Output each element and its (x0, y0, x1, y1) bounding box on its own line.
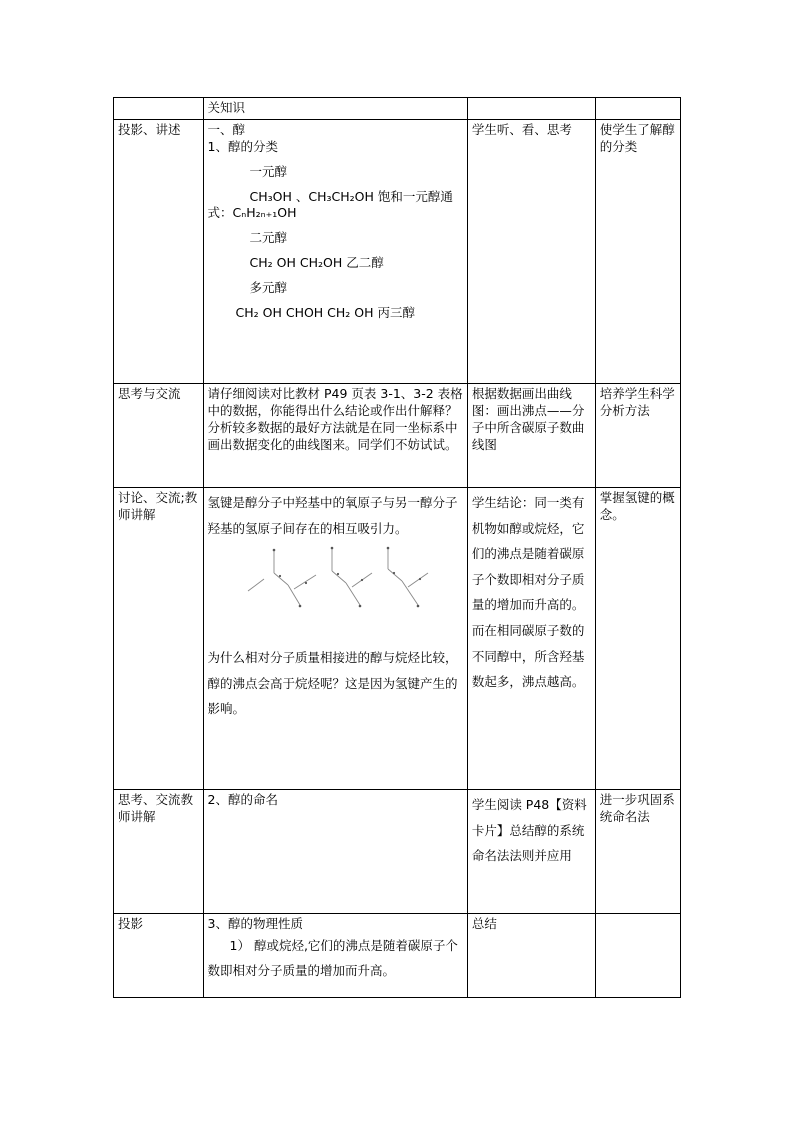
activity-cell: 投影、讲述 (114, 119, 204, 383)
hydrogen-bond-definition: 氢键是醇分子中羟基中的氧原子与另一醇分子羟基的氢原子间存在的相互吸引力。 (207, 494, 458, 536)
content-cell (203, 98, 467, 120)
activity-cell: 思考、交流教师讲解 (114, 789, 204, 913)
student-cell (467, 98, 595, 120)
content-text: 关知识 (207, 100, 246, 115)
content-cell: 2、醇的命名 (203, 789, 467, 913)
activity-cell: 思考与交流 (114, 383, 204, 487)
table-row (114, 383, 681, 487)
section-heading: 一、醇 (207, 121, 246, 137)
table-row (114, 913, 681, 997)
boiling-point-question: 为什么相对分子质量相接进的醇与烷烃比较，醇的沸点会高于烷烃呢？这是因为氢键产生的影响。 (207, 650, 458, 717)
table-row (114, 119, 681, 383)
content-cell (203, 487, 467, 789)
table-row (114, 98, 681, 120)
dihydric-example: CH₂ OH CH₂OH 乙二醇 (249, 255, 384, 271)
student-cell: 学生结论：同一类有机物如醇或烷烃，它们的沸点是随着碳原子个数即相对分子质量的增加而升高的。而在相同碳原子数的不同醇中，所含羟基数起多，沸点越高。 (467, 487, 595, 789)
purpose-cell (595, 98, 680, 120)
purpose-cell: 掌握氢键的概念。 (595, 487, 680, 789)
subsection-heading: 1、醇的分类 (207, 138, 278, 154)
table-row (114, 487, 681, 789)
activity-cell: 投影 (114, 913, 204, 997)
purpose-cell: 进一步巩固系统命名法 (595, 789, 680, 913)
content-cell (203, 119, 467, 383)
table-row (114, 789, 681, 913)
student-cell: 学生阅读 P48【资料卡片】总结醇的系统命名法法则并应用 (467, 789, 595, 913)
content-cell: 请仔细阅读对比教材 P49 页表 3-1、3-2 表格中的数据，你能得出什么结论或作出什解释？分析较多数据的最好方法就是在同一坐标系中画出数据变化的曲线图来。同学们不妨试试。 (203, 383, 467, 487)
purpose-cell: 使学生了解醇的分类 (595, 119, 680, 383)
content-cell (203, 913, 467, 997)
activity-cell (114, 98, 204, 120)
activity-cell: 讨论、交流;教师讲解 (114, 487, 204, 789)
purpose-cell (595, 913, 680, 997)
lesson-plan-table (113, 97, 681, 998)
dihydric-title: 二元醇 (249, 230, 288, 246)
polyhydric-title: 多元醇 (249, 280, 288, 295)
monohydric-formula: 式：CₙH₂ₙ₊₁OH (207, 205, 297, 221)
monohydric-title: 一元醇 (249, 163, 288, 179)
physical-properties-title: 3、醇的物理性质 (207, 915, 303, 931)
purpose-cell: 培养学生科学分析方法 (595, 383, 680, 487)
monohydric-example: CH₃OH 、CH₃CH₂OH 饱和一元醇通 (249, 188, 453, 204)
student-cell: 学生听、看、思考 (467, 119, 595, 383)
student-cell: 根据数据画出曲线图：画出沸点——分子中所含碳原子数曲线图 (467, 383, 595, 487)
student-cell: 总结 (467, 913, 595, 997)
physical-property-item: 1） 醇或烷烃,它们的沸点是随着碳原子个数即相对分子质量的增加而升高。 (207, 937, 458, 979)
polyhydric-example: CH₂ OH CHOH CH₂ OH 丙三醇 (235, 304, 416, 320)
hydrogen-bond-diagram (244, 543, 434, 619)
